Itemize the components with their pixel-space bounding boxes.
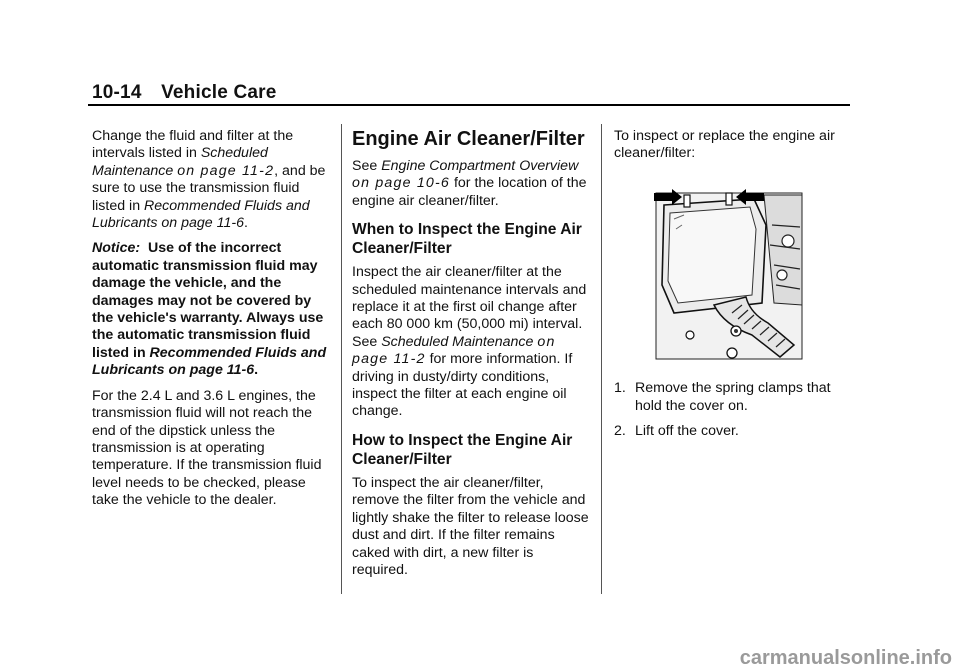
list-item: 2. Lift off the cover. [614,423,739,440]
column-2 [352,128,592,587]
link-recommended-fluids-notice[interactable]: Recommended Fluids and Lubricants on page 11-6 [92,344,327,379]
dipstick-paragraph: For the 2.4 L and 3.6 L engines, the transmission fluid will not reach the end of the dipstick unless the transmission is at operating temperature. If the transmission fluid level needs to be checked, please take the vehicle to the dealer. [92,387,322,509]
link-recommended-fluids[interactable]: Recommended Fluids and Lubricants on page 11-6 [92,197,310,232]
column-divider-1 [341,124,342,594]
steps-list [614,380,852,440]
link-page-ref[interactable]: on page 11-2 [177,162,275,179]
see-paragraph: See Engine Compartment Overview on page 10-6 for the location of the engine air cleaner/filter. [352,158,587,209]
watermark: carmanualsonline.info [739,647,952,669]
column-3 [614,128,852,448]
subheading-when: When to Inspect the Engine Air Cleaner/Filter [352,221,582,258]
fluid-paragraph: Change the fluid and filter at the intervals listed in Scheduled Maintenance on page 11-2, and be sure to use the transmission fluid listed in Recommended Fluids and Lubricants on page 11-6. [92,128,326,232]
how-paragraph: To inspect the air cleaner/filter, remove the filter from the vehicle and lightly shake the filter to release loose dust and dirt. If the filter remains caked with dirt, a new filter is required. [352,474,589,578]
list-item: 1. Remove the spring clamps that hold the cover on. [614,380,831,414]
notice-label: Notice: [92,240,141,257]
link-page-ref[interactable]: on page 11-2 [352,333,556,368]
page-header [92,82,277,104]
link-page-ref[interactable]: on page 10-6 [352,175,451,192]
link-scheduled-maintenance-2[interactable]: Scheduled Maintenance [381,333,538,350]
when-paragraph: Inspect the air cleaner/filter at the scheduled maintenance intervals and replace it at the first oil change after each 80 000 km (50,000 mi) interval. See Scheduled Maintenance on page 11-2 for more information. If driving in dusty/dirty conditions, inspect the filter at each engine oil change. [352,264,587,420]
intro-paragraph: To inspect or replace the engine air cleaner/filter: [614,128,835,162]
header-rule [88,104,850,106]
page-number: 10-14 [92,82,142,103]
section-title: Vehicle Care [161,82,277,103]
column-divider-2 [601,124,602,594]
column-1 [92,128,328,518]
air-cleaner-illustration [654,185,804,361]
subheading-how: How to Inspect the Engine Air Cleaner/Filter [352,431,573,468]
section-heading-air-cleaner: Engine Air Cleaner/Filter [352,128,585,150]
notice-paragraph: Notice: Use of the incorrect automatic transmission fluid may damage the vehicle, and the damages may not be covered by the vehicle's warranty. Always use the automatic transmission fluid listed in Recommended Fluids and Lubricants on page 11-6. [92,240,327,379]
link-scheduled-maintenance[interactable]: Scheduled Maintenance [92,145,268,179]
link-engine-compartment[interactable]: Engine Compartment Overview [381,158,579,174]
